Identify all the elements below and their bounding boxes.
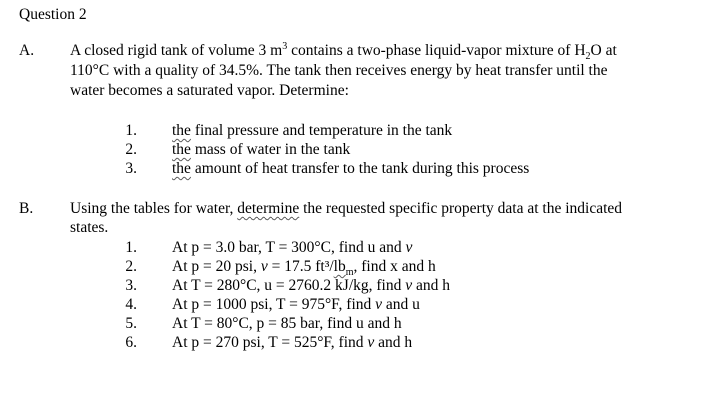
part-a-item-2-number: 2.	[125, 141, 137, 158]
text-segment: and h	[374, 334, 413, 351]
part-a-item-3	[172, 160, 529, 178]
part-a-item-3-number: 3.	[125, 160, 137, 177]
part-b-item-5-number: 5.	[125, 315, 137, 332]
part-b-item-2-number: 2.	[125, 258, 137, 275]
text-segment: Using the tables for water,	[70, 200, 238, 217]
text-segment: and h	[412, 277, 451, 294]
part-b-item-4	[172, 296, 420, 314]
part-b-item-5: At T = 80°C, p = 85 bar, find u and h	[172, 315, 402, 332]
text-segment: At p = 270 psi, T = 525°F, find	[172, 334, 368, 351]
part-a-item-2	[172, 141, 350, 159]
text-segment: At p = 1000 psi, T = 975°F, find	[172, 296, 376, 313]
subscript: m	[345, 267, 354, 279]
part-a-label: A.	[19, 42, 35, 59]
question-title: Question 2	[19, 6, 87, 23]
text-segment: At T = 280°C, u = 2760.2 kJ/kg, find	[172, 277, 406, 294]
unit-text: lb	[333, 258, 346, 275]
specific-volume-symbol: v	[367, 334, 375, 351]
part-a-line-2: 110°C with a quality of 34.5%. The tank then receives energy by heat transfer until the	[70, 62, 608, 79]
spell-flag: the	[172, 160, 191, 177]
text-segment: At p = 20 psi,	[172, 258, 261, 275]
specific-volume-symbol: v	[405, 239, 413, 256]
part-b-item-6-number: 6.	[125, 334, 137, 351]
text-segment: mass of water in the tank	[190, 141, 351, 158]
part-a-line-3: water becomes a saturated vapor. Determine:	[70, 82, 349, 99]
part-b-item-3	[172, 277, 450, 295]
part-b-line-1	[70, 200, 622, 218]
part-b-item-3-number: 3.	[125, 277, 137, 294]
part-b-line-2: states.	[70, 219, 109, 236]
part-b-item-6	[172, 334, 412, 352]
spell-flag: the	[172, 122, 191, 139]
superscript: 3	[282, 40, 288, 52]
text-segment: final pressure and temperature in the tank	[190, 122, 453, 139]
text-segment: amount of heat transfer to the tank during this process	[190, 160, 530, 177]
text-segment: , find x and h	[353, 258, 436, 275]
text-segment: O at	[590, 42, 617, 59]
text-segment: the requested specific property data at the indicated	[299, 200, 623, 217]
text-segment: and u	[382, 296, 420, 313]
text-segment: At p = 3.0 bar, T = 300°C, find u and	[172, 239, 406, 256]
part-b-item-4-number: 4.	[125, 296, 137, 313]
spell-flag: determine	[237, 200, 300, 217]
part-b-label: B.	[19, 200, 34, 217]
spell-flag: the	[172, 141, 191, 158]
spell-flag	[333, 258, 354, 279]
part-a-line-1	[70, 40, 617, 63]
part-b-item-1	[172, 239, 412, 257]
subscript: 2	[585, 51, 591, 63]
text-segment: = 17.5 ft³/	[267, 258, 334, 275]
specific-volume-symbol: v	[260, 258, 268, 275]
part-b-item-2	[172, 258, 436, 279]
part-b-item-1-number: 1.	[125, 239, 137, 256]
text-segment: A closed rigid tank of volume 3 m	[70, 42, 283, 59]
specific-volume-symbol: v	[405, 277, 413, 294]
text-segment: contains a two-phase liquid-vapor mixture of H	[287, 42, 586, 59]
part-a-item-1	[172, 122, 452, 140]
part-a-item-1-number: 1.	[125, 122, 137, 139]
specific-volume-symbol: v	[375, 296, 383, 313]
